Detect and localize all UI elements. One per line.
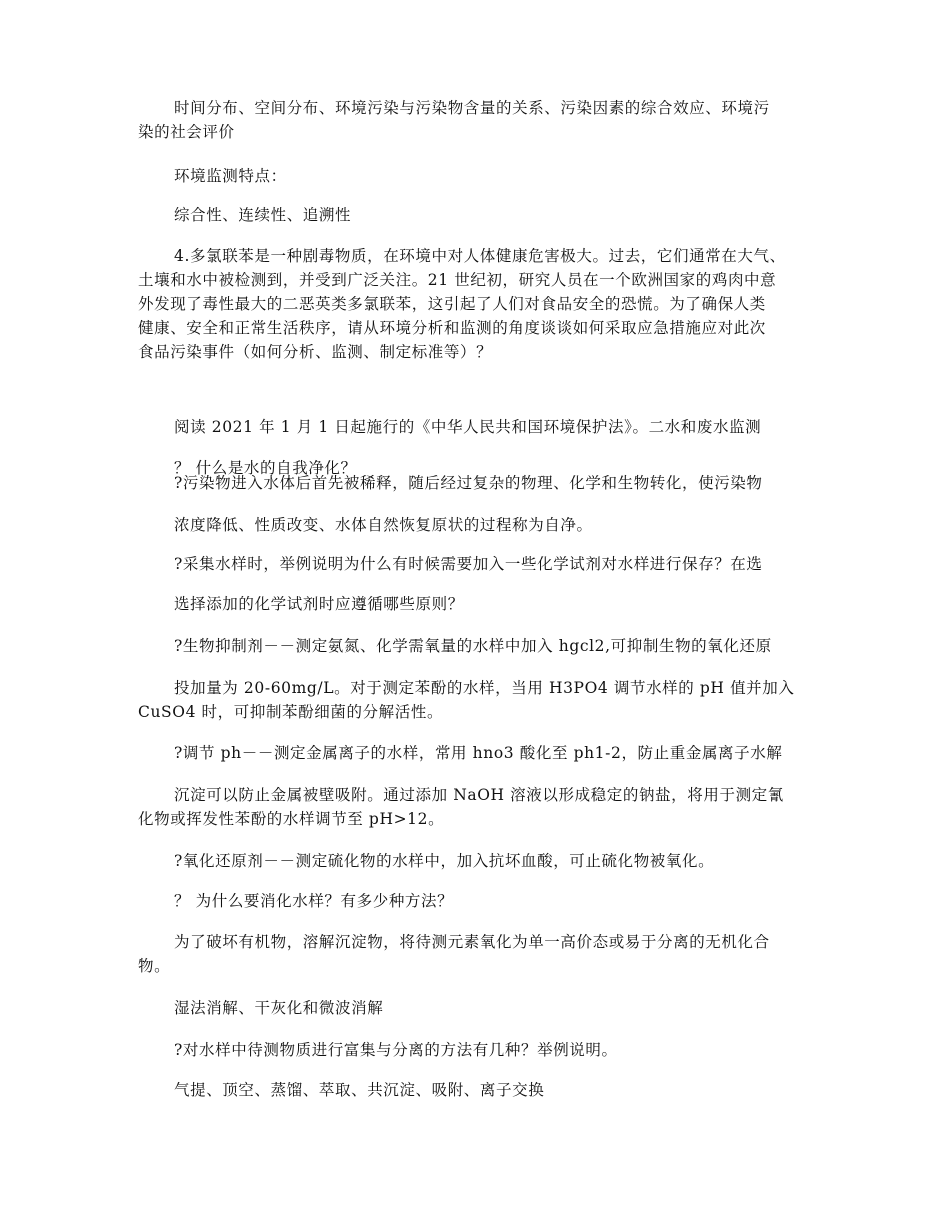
text-line: 4.多氯联苯是一种剧毒物质，在环境中对人体健康危害极大。过去，它们通常在大气、 — [174, 247, 786, 265]
paragraph-question-enrichment — [138, 1038, 816, 1062]
paragraph-question-preservation-2 — [138, 592, 816, 616]
text-line: 时间分布、空间分布、环境污染与污染物含量的关系、污染因素的综合效应、环境污 — [174, 99, 770, 117]
paragraph-precipitation — [138, 783, 816, 831]
text-line: ？ 为什么要消化水样？有多少种方法？ — [174, 892, 454, 910]
paragraph-biological-inhibitor — [138, 634, 816, 658]
text-line: 物。 — [138, 957, 171, 975]
text-line: 土壤和水中被检测到，并受到广泛关注。21 世纪初，研究人员在一个欧洲国家的鸡肉中意 — [138, 271, 777, 289]
paragraph-monitoring-content — [138, 96, 816, 144]
paragraph-features-heading — [138, 164, 816, 188]
text-line: ?污染物进入水体后首先被稀释，随后经过复杂的物理、化学和生物转化，使污染物 — [174, 474, 763, 492]
paragraph-law-reading — [138, 415, 816, 439]
text-line: ?氧化还原剂－－测定硫化物的水样中，加入抗坏血酸，可止硫化物被氧化。 — [174, 852, 715, 870]
paragraph-digestion-methods — [138, 996, 816, 1020]
text-line: ？ 什么是水的自我净化？ — [174, 459, 357, 477]
paragraph-redox-agent — [138, 849, 816, 873]
text-line: ?调节 ph－－测定金属离子的水样，常用 hno3 酸化至 ph1-2，防止重金属离子水解 — [174, 744, 783, 762]
text-line: 选择添加的化学试剂时应遵循哪些原则？ — [174, 595, 464, 613]
paragraph-question-4 — [138, 244, 816, 364]
paragraph-dosage — [138, 676, 816, 724]
paragraph-features — [138, 203, 816, 227]
paragraph-question-digestion — [138, 889, 816, 913]
text-line: 阅读 2021 年 1 月 1 日起施行的《中华人民共和国环境保护法》。二水和废水监测 — [174, 418, 762, 436]
text-line: CuSO4 时，可抑制苯酚细菌的分解活性。 — [138, 703, 444, 721]
paragraph-answer-digestion — [138, 930, 816, 978]
text-line: 投加量为 20-60mg/L。对于测定苯酚的水样，当用 H3PO4 调节水样的 pH 值并加入 — [174, 679, 795, 697]
text-line: 浓度降低、性质改变、水体自然恢复原状的过程称为自净。 — [174, 516, 593, 534]
text-line: ?生物抑制剂－－测定氨氮、化学需氧量的水样中加入 hgcl2,可抑制生物的氧化还原 — [174, 637, 772, 655]
text-line: 湿法消解、干灰化和微波消解 — [174, 999, 384, 1017]
paragraph-answer-self-purification-2 — [138, 513, 816, 537]
text-line: 食品污染事件（如何分析、监测、制定标准等）？ — [138, 343, 493, 361]
text-line: 气提、顶空、蒸馏、萃取、共沉淀、吸附、离子交换 — [174, 1081, 545, 1099]
text-line: 沉淀可以防止金属被壁吸附。通过添加 NaOH 溶液以形成稳定的钠盐，将用于测定氰 — [174, 786, 784, 804]
text-line: ?对水样中待测物质进行富集与分离的方法有几种？举例说明。 — [174, 1041, 618, 1059]
paragraph-question-preservation-1 — [138, 552, 816, 576]
text-line: 综合性、连续性、追溯性 — [174, 206, 352, 224]
text-line: 染的社会评价 — [138, 123, 235, 141]
paragraph-enrichment-methods — [138, 1078, 816, 1102]
text-line: 环境监测特点： — [174, 167, 287, 185]
paragraph-adjust-ph — [138, 741, 816, 765]
text-line: 化物或挥发性苯酚的水样调节至 pH>12。 — [138, 810, 445, 828]
paragraph-answer-self-purification-1 — [138, 471, 816, 495]
text-line: ?采集水样时，举例说明为什么有时候需要加入一些化学试剂对水样进行保存？在选 — [174, 555, 763, 573]
text-line: 健康、安全和正常生活秩序，请从环境分析和监测的角度谈谈如何采取应急措施应对此次 — [138, 319, 766, 337]
text-line: 为了破坏有机物，溶解沉淀物，将待测元素氧化为单一高价态或易于分离的无机化合 — [174, 933, 770, 951]
text-line: 外发现了毒性最大的二恶英类多氯联苯，这引起了人们对食品安全的恐慌。为了确保人类 — [138, 295, 766, 313]
